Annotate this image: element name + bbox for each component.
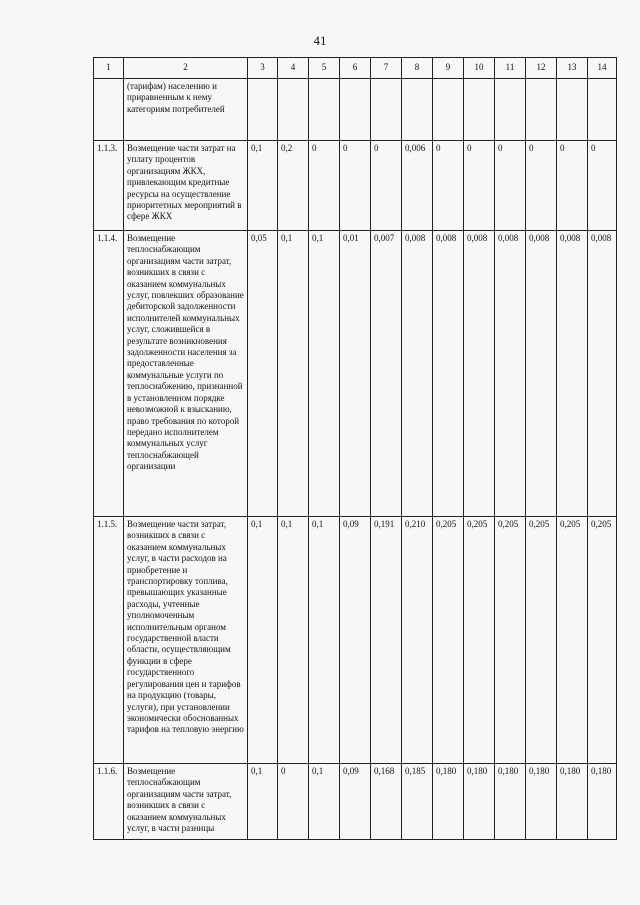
value-cell: 0 <box>526 141 557 231</box>
value-cell: 0,008 <box>464 231 495 517</box>
page-number: 41 <box>313 33 327 48</box>
col-header: 6 <box>340 58 371 79</box>
row-code: 1.1.4. <box>94 231 124 517</box>
row-code: 1.1.5. <box>94 517 124 764</box>
value-cell <box>526 79 557 141</box>
row-code <box>94 79 124 141</box>
col-header: 12 <box>526 58 557 79</box>
value-cell: 0,180 <box>588 764 617 840</box>
data-table <box>93 57 617 840</box>
value-cell <box>340 79 371 141</box>
col-header: 5 <box>309 58 340 79</box>
row-description: Возмещение теплоснабжающим организациям части затрат, возникших в связи с оказанием коммунальных услуг, в части разницы <box>124 764 248 840</box>
value-cell: 0,205 <box>464 517 495 764</box>
row-description: Возмещение части затрат на уплату процентов организациям ЖКХ, привлекающим кредитные ресурсы на осуществление приоритетных мероприятий в сфере ЖКХ <box>124 141 248 231</box>
value-cell <box>433 79 464 141</box>
value-cell: 0,006 <box>402 141 433 231</box>
row-description: (тарифам) населению и приравненным к нему категориям потребителей <box>124 79 248 141</box>
value-cell: 0,008 <box>402 231 433 517</box>
col-header: 9 <box>433 58 464 79</box>
value-cell <box>495 79 526 141</box>
row-description: Возмещение теплоснабжающим организациям части затрат, возникших в связи с оказанием коммунальных услуг, повлекших образование дебиторской задолженности исполнителей коммунальных услуг, сложившейся в результате возникновения задолженности населения за предоставленные коммунальные услуги по теплоснабжению, признанной в установленном порядке невозможной к взысканию, право требования по которой передано исполнителем коммунальных услуг теплоснабжающей организации <box>124 231 248 517</box>
value-cell: 0,1 <box>278 231 309 517</box>
value-cell <box>557 79 588 141</box>
header-row <box>94 58 617 79</box>
value-cell: 0,09 <box>340 517 371 764</box>
value-cell <box>309 79 340 141</box>
row-description: Возмещение части затрат, возникших в связи с оказанием коммунальных услуг, в части расходов на приобретение и транспортировку топлива, превышающих указанные расходы, учтенные уполномоченным исполнительным органом государственной власти области, осуществляющим функции в сфере государственного регулирования цен и тарифов на продукцию (товары, услуги), при установлении экономически обоснованных тарифов на тепловую энергию <box>124 517 248 764</box>
value-cell: 0 <box>433 141 464 231</box>
value-cell: 0,180 <box>526 764 557 840</box>
value-cell: 0,205 <box>557 517 588 764</box>
value-cell: 0,180 <box>557 764 588 840</box>
value-cell: 0,1 <box>309 764 340 840</box>
col-header: 1 <box>94 58 124 79</box>
value-cell: 0,1 <box>278 517 309 764</box>
col-header: 3 <box>248 58 278 79</box>
value-cell <box>464 79 495 141</box>
value-cell: 0,008 <box>557 231 588 517</box>
value-cell <box>248 79 278 141</box>
value-cell: 0,008 <box>495 231 526 517</box>
value-cell: 0 <box>464 141 495 231</box>
value-cell: 0,205 <box>433 517 464 764</box>
value-cell: 0,09 <box>340 764 371 840</box>
value-cell: 0,01 <box>340 231 371 517</box>
table-header <box>94 58 617 79</box>
col-header: 10 <box>464 58 495 79</box>
table-row <box>94 231 617 517</box>
value-cell <box>371 79 402 141</box>
table-row <box>94 79 617 141</box>
value-cell: 0 <box>495 141 526 231</box>
value-cell: 0 <box>588 141 617 231</box>
value-cell <box>402 79 433 141</box>
value-cell: 0 <box>278 764 309 840</box>
value-cell: 0,180 <box>495 764 526 840</box>
value-cell: 0,008 <box>526 231 557 517</box>
value-cell: 0 <box>309 141 340 231</box>
value-cell: 0 <box>557 141 588 231</box>
value-cell: 0 <box>340 141 371 231</box>
value-cell: 0,1 <box>309 231 340 517</box>
col-header: 11 <box>495 58 526 79</box>
row-code: 1.1.3. <box>94 141 124 231</box>
table-row <box>94 517 617 764</box>
value-cell: 0,191 <box>371 517 402 764</box>
col-header: 14 <box>588 58 617 79</box>
value-cell: 0,1 <box>309 517 340 764</box>
value-cell: 0,05 <box>248 231 278 517</box>
value-cell: 0,168 <box>371 764 402 840</box>
value-cell: 0,205 <box>588 517 617 764</box>
value-cell: 0,1 <box>248 141 278 231</box>
value-cell: 0,185 <box>402 764 433 840</box>
col-header: 7 <box>371 58 402 79</box>
value-cell <box>278 79 309 141</box>
col-header: 13 <box>557 58 588 79</box>
value-cell <box>588 79 617 141</box>
value-cell: 0,180 <box>433 764 464 840</box>
row-code: 1.1.6. <box>94 764 124 840</box>
table-row <box>94 141 617 231</box>
value-cell: 0,210 <box>402 517 433 764</box>
value-cell: 0,008 <box>588 231 617 517</box>
table-body <box>94 79 617 840</box>
col-header: 4 <box>278 58 309 79</box>
value-cell: 0,205 <box>526 517 557 764</box>
value-cell: 0,2 <box>278 141 309 231</box>
table-row <box>94 764 617 840</box>
col-header: 2 <box>124 58 248 79</box>
value-cell: 0,008 <box>433 231 464 517</box>
col-header: 8 <box>402 58 433 79</box>
value-cell: 0,180 <box>464 764 495 840</box>
value-cell: 0,1 <box>248 764 278 840</box>
value-cell: 0,1 <box>248 517 278 764</box>
value-cell: 0,205 <box>495 517 526 764</box>
value-cell: 0,007 <box>371 231 402 517</box>
value-cell: 0 <box>371 141 402 231</box>
